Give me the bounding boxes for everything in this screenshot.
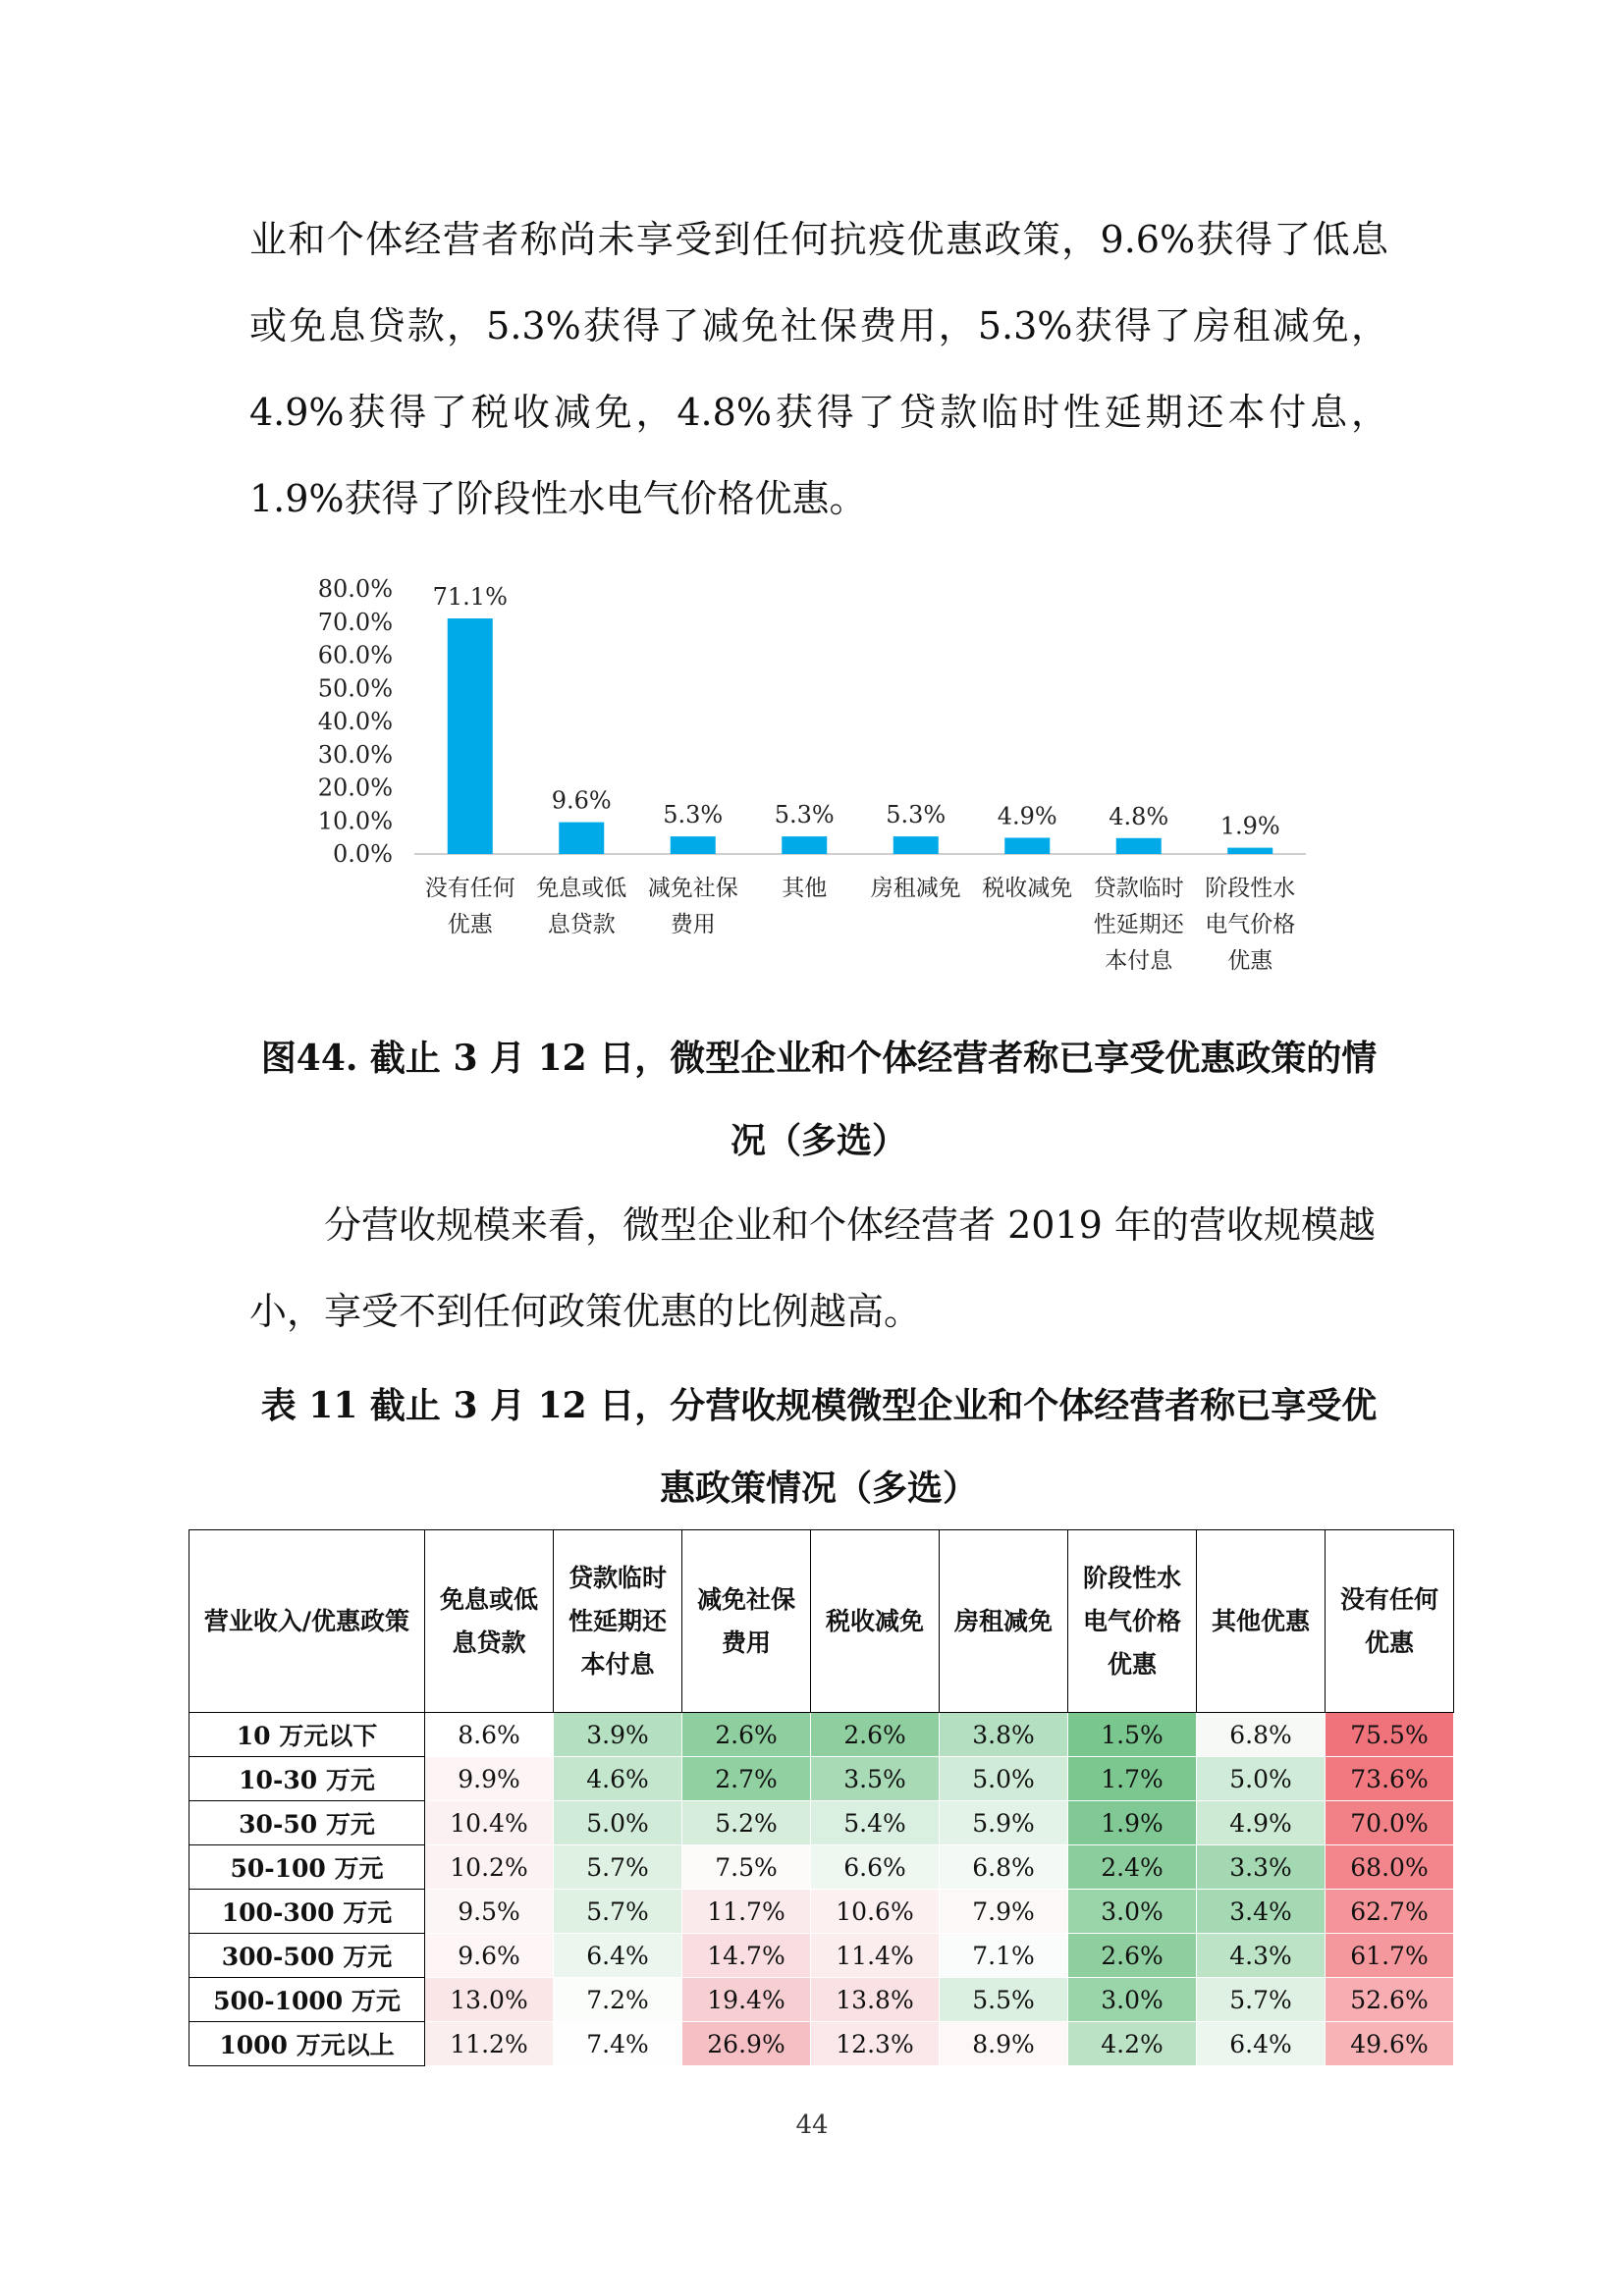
bar bbox=[1227, 848, 1272, 854]
data-label: 4.8% bbox=[1109, 802, 1169, 830]
table-cell: 10.6% bbox=[811, 1890, 940, 1934]
table-cell: 68.0% bbox=[1326, 1845, 1454, 1890]
table-cell: 4.6% bbox=[554, 1757, 682, 1801]
table-row bbox=[189, 1757, 1454, 1801]
y-tick-label: 80.0% bbox=[317, 575, 393, 603]
row-label: 300-500 万元 bbox=[189, 1934, 425, 1978]
data-table-container bbox=[189, 1529, 1454, 2066]
table-cell: 11.4% bbox=[811, 1934, 940, 1978]
category-label: 性延期还 bbox=[1093, 912, 1184, 937]
table-cell: 19.4% bbox=[682, 1978, 811, 2022]
table-cell: 5.9% bbox=[940, 1801, 1068, 1845]
table-cell: 4.3% bbox=[1197, 1934, 1326, 1978]
bar bbox=[559, 823, 604, 854]
data-label: 5.3% bbox=[774, 801, 835, 829]
table-header-cell: 营业收入/优惠政策 bbox=[189, 1530, 425, 1713]
bar bbox=[671, 836, 716, 854]
table-header-cell: 贷款临时性延期还本付息 bbox=[554, 1530, 682, 1713]
category-label: 减免社保 bbox=[647, 876, 738, 901]
bar bbox=[1116, 838, 1162, 854]
data-label: 9.6% bbox=[551, 786, 612, 815]
row-label: 10 万元以下 bbox=[189, 1713, 425, 1757]
table-cell: 2.6% bbox=[811, 1713, 940, 1757]
table-cell: 3.0% bbox=[1068, 1978, 1197, 2022]
y-tick-label: 0.0% bbox=[333, 840, 393, 868]
table-header-cell: 没有任何优惠 bbox=[1326, 1530, 1454, 1713]
category-label: 房租减免 bbox=[870, 876, 961, 901]
table-cell: 8.9% bbox=[940, 2022, 1068, 2066]
table-cell: 5.7% bbox=[554, 1890, 682, 1934]
table-cell: 7.5% bbox=[682, 1845, 811, 1890]
page-number: 44 bbox=[795, 2110, 829, 2140]
y-tick-label: 30.0% bbox=[317, 740, 393, 769]
table-row bbox=[189, 1801, 1454, 1845]
table-caption: 表 11 截止 3 月 12 日，分营收规模微型企业和个体经营者称已享受优惠政策情况（多选） bbox=[260, 1385, 1378, 1509]
table-header-cell: 房租减免 bbox=[940, 1530, 1068, 1713]
y-tick-label: 20.0% bbox=[317, 774, 393, 802]
bar bbox=[893, 836, 939, 854]
table-cell: 5.2% bbox=[682, 1801, 811, 1845]
y-tick-label: 70.0% bbox=[317, 608, 393, 636]
table-cell: 5.0% bbox=[1197, 1757, 1326, 1801]
table-cell: 6.8% bbox=[1197, 1713, 1326, 1757]
y-tick-label: 50.0% bbox=[317, 674, 393, 703]
bar bbox=[1004, 837, 1050, 854]
table-cell: 7.9% bbox=[940, 1890, 1068, 1934]
table-header-cell: 阶段性水电气价格优惠 bbox=[1068, 1530, 1197, 1713]
table-row bbox=[189, 1890, 1454, 1934]
table-cell: 7.4% bbox=[554, 2022, 682, 2066]
bar-chart bbox=[295, 560, 1335, 991]
table-cell: 13.8% bbox=[811, 1978, 940, 2022]
table-cell: 5.4% bbox=[811, 1801, 940, 1845]
data-table bbox=[189, 1529, 1454, 2066]
table-cell: 3.5% bbox=[811, 1757, 940, 1801]
figure-caption: 图44. 截止 3 月 12 日，微型企业和个体经营者称已享受优惠政策的情况（多选） bbox=[260, 1038, 1378, 1161]
category-label: 没有任何 bbox=[424, 876, 515, 901]
table-cell: 2.4% bbox=[1068, 1845, 1197, 1890]
y-tick-label: 10.0% bbox=[317, 807, 393, 835]
table-cell: 6.6% bbox=[811, 1845, 940, 1890]
table-cell: 3.8% bbox=[940, 1713, 1068, 1757]
row-label: 30-50 万元 bbox=[189, 1801, 425, 1845]
category-label: 本付息 bbox=[1105, 948, 1173, 974]
table-cell: 1.5% bbox=[1068, 1713, 1197, 1757]
table-body bbox=[189, 1713, 1454, 2066]
table-header-row bbox=[189, 1530, 1454, 1713]
table-cell: 62.7% bbox=[1326, 1890, 1454, 1934]
table-cell: 5.7% bbox=[1197, 1978, 1326, 2022]
body-paragraph-2: 分营收规模来看，微型企业和个体经营者 2019 年的营收规模越小，享受不到任何政策优惠的比例越高。 bbox=[249, 1203, 1376, 1333]
table-cell: 3.3% bbox=[1197, 1845, 1326, 1890]
table-cell: 11.7% bbox=[682, 1890, 811, 1934]
category-label: 免息或低 bbox=[536, 876, 627, 901]
table-cell: 4.2% bbox=[1068, 2022, 1197, 2066]
table-row bbox=[189, 1934, 1454, 1978]
table-cell: 6.4% bbox=[554, 1934, 682, 1978]
table-cell: 10.4% bbox=[425, 1801, 554, 1845]
table-header-cell: 免息或低息贷款 bbox=[425, 1530, 554, 1713]
table-cell: 5.5% bbox=[940, 1978, 1068, 2022]
category-label: 贷款临时 bbox=[1093, 876, 1184, 901]
data-label: 4.9% bbox=[997, 802, 1057, 830]
table-cell: 3.9% bbox=[554, 1713, 682, 1757]
table-cell: 2.7% bbox=[682, 1757, 811, 1801]
table-cell: 6.8% bbox=[940, 1845, 1068, 1890]
table-cell: 70.0% bbox=[1326, 1801, 1454, 1845]
row-label: 50-100 万元 bbox=[189, 1845, 425, 1890]
category-label: 其他 bbox=[782, 876, 828, 901]
data-label: 71.1% bbox=[432, 583, 508, 612]
table-cell: 12.3% bbox=[811, 2022, 940, 2066]
table-cell: 11.2% bbox=[425, 2022, 554, 2066]
y-tick-label: 40.0% bbox=[317, 708, 393, 735]
table-cell: 7.2% bbox=[554, 1978, 682, 2022]
table-cell: 14.7% bbox=[682, 1934, 811, 1978]
category-label: 息贷款 bbox=[547, 912, 616, 937]
body-paragraph-1: 业和个体经营者称尚未享受到任何抗疫优惠政策，9.6%获得了低息或免息贷款，5.3%获得了减免社保费用，5.3%获得了房租减免，4.9%获得了税收减免，4.8%获得了贷款临时性延期还本付息，1.9%获得了阶段性水电气价格优惠。 bbox=[249, 218, 1388, 520]
category-label: 电气价格 bbox=[1205, 912, 1296, 937]
category-label: 税收减免 bbox=[982, 876, 1073, 901]
row-label: 10-30 万元 bbox=[189, 1757, 425, 1801]
table-header-cell: 减免社保费用 bbox=[682, 1530, 811, 1713]
table-cell: 9.9% bbox=[425, 1757, 554, 1801]
table-cell: 61.7% bbox=[1326, 1934, 1454, 1978]
category-label: 费用 bbox=[670, 912, 716, 937]
table-cell: 13.0% bbox=[425, 1978, 554, 2022]
category-label: 优惠 bbox=[1227, 948, 1273, 974]
bar bbox=[782, 836, 827, 854]
table-cell: 9.6% bbox=[425, 1934, 554, 1978]
table-row bbox=[189, 1713, 1454, 1757]
table-cell: 5.7% bbox=[554, 1845, 682, 1890]
table-cell: 6.4% bbox=[1197, 2022, 1326, 2066]
table-cell: 5.0% bbox=[940, 1757, 1068, 1801]
data-label: 5.3% bbox=[663, 801, 724, 829]
table-cell: 2.6% bbox=[1068, 1934, 1197, 1978]
table-cell: 49.6% bbox=[1326, 2022, 1454, 2066]
table-cell: 1.7% bbox=[1068, 1757, 1197, 1801]
row-label: 500-1000 万元 bbox=[189, 1978, 425, 2022]
table-header-cell: 其他优惠 bbox=[1197, 1530, 1326, 1713]
table-cell: 9.5% bbox=[425, 1890, 554, 1934]
table-cell: 52.6% bbox=[1326, 1978, 1454, 2022]
table-row bbox=[189, 1978, 1454, 2022]
table-cell: 10.2% bbox=[425, 1845, 554, 1890]
data-label: 1.9% bbox=[1219, 812, 1280, 840]
category-label: 阶段性水 bbox=[1205, 876, 1296, 901]
category-label: 优惠 bbox=[447, 912, 493, 937]
table-cell: 7.1% bbox=[940, 1934, 1068, 1978]
table-row bbox=[189, 2022, 1454, 2066]
table-cell: 75.5% bbox=[1326, 1713, 1454, 1757]
table-cell: 73.6% bbox=[1326, 1757, 1454, 1801]
table-cell: 4.9% bbox=[1197, 1801, 1326, 1845]
table-cell: 5.0% bbox=[554, 1801, 682, 1845]
table-cell: 3.4% bbox=[1197, 1890, 1326, 1934]
table-cell: 3.0% bbox=[1068, 1890, 1197, 1934]
table-cell: 1.9% bbox=[1068, 1801, 1197, 1845]
data-label: 5.3% bbox=[886, 801, 947, 829]
bar bbox=[448, 618, 493, 854]
table-cell: 8.6% bbox=[425, 1713, 554, 1757]
table-cell: 2.6% bbox=[682, 1713, 811, 1757]
row-label: 1000 万元以上 bbox=[189, 2022, 425, 2066]
table-cell: 26.9% bbox=[682, 2022, 811, 2066]
table-header-cell: 税收减免 bbox=[811, 1530, 940, 1713]
row-label: 100-300 万元 bbox=[189, 1890, 425, 1934]
y-tick-label: 60.0% bbox=[317, 641, 393, 669]
table-row bbox=[189, 1845, 1454, 1890]
